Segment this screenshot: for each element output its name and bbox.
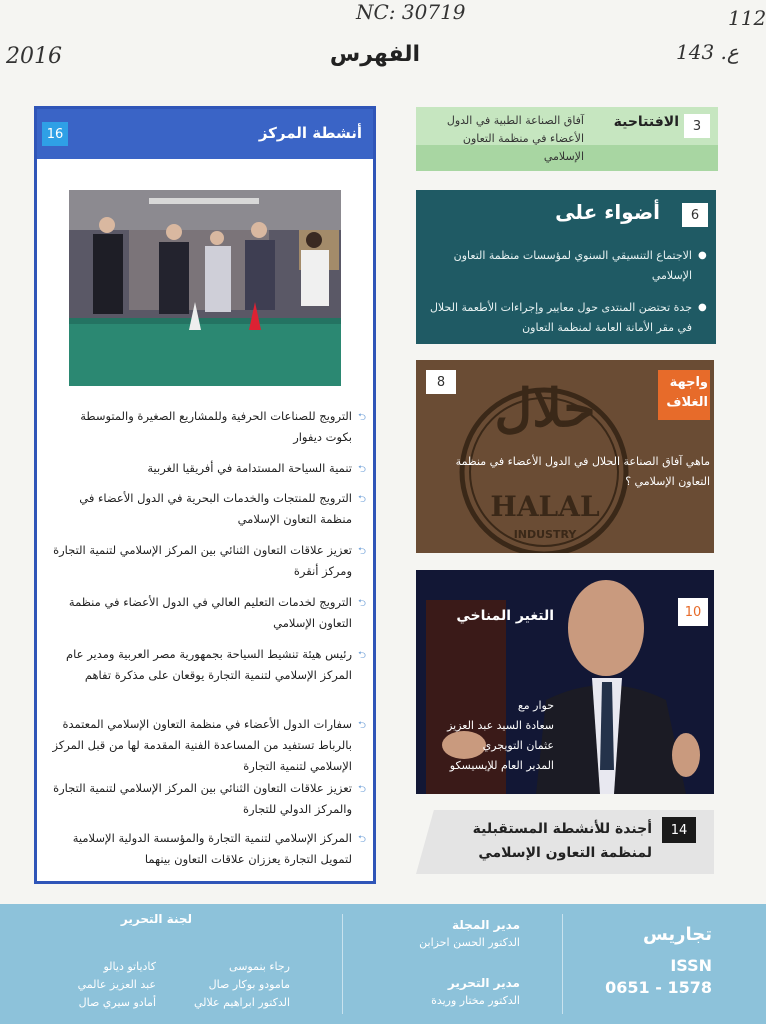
climate-page-badge: 10 [678,598,708,626]
agenda-title: أجندة للأنشطة المستقبلية لمنظمة التعاون الإسلامي [472,821,652,861]
climate-title: التغير المناخي [456,608,554,624]
handwritten-issue: 143 .ع [676,40,739,64]
editorial-title: الافتتاحية [613,114,679,130]
spotlight-page-badge: 6 [682,203,708,227]
arrow-bullet-icon: ⮌ [357,464,366,475]
bullet-icon: ● [698,302,707,313]
spotlight-title: أضواء على [555,200,660,224]
halal-arabic-text: حلال [494,378,596,439]
arrow-bullet-icon: ⮌ [357,720,366,731]
list-item[interactable]: ⮌ المركز الإسلامي لتنمية التجارة والمؤسسة الدولية الإسلامية لتمويل التجارة يعززان علاقات التعاون بينهما [72,831,366,866]
cover-page-badge: 8 [426,370,456,394]
editor-title: مدير التحرير [447,976,520,990]
center-activities-page-badge[interactable]: 16 [42,122,68,146]
issn-number: 0651 - 1578 [605,978,712,997]
handwritten-number: 112 [728,6,766,30]
list-item[interactable]: ⮌ تنمية السياحة المستدامة في أفريقيا الغربية [52,458,352,479]
spotlight-item: الاجتماع التنسيقي السنوي لمؤسسات منظمة التعاون الإسلامي [453,249,692,282]
arrow-bullet-icon: ⮌ [357,412,366,423]
list-item[interactable]: ⮌ الترويج لخدمات التعليم العالي في الدول الأعضاء في منظمة التعاون الإسلامي [68,595,366,630]
arrow-bullet-icon: ⮌ [357,834,366,845]
list-item[interactable]: ⮌ تعزيز علاقات التعاون الثنائي بين المركز الإسلامي لتنمية التجارة والمركز الدولي للتجارة [53,781,366,816]
center-activities-list [34,400,376,880]
meeting-photo [69,190,341,386]
cover-title: واجهة الغلاف [666,375,708,410]
list-item[interactable]: ⮌ رئيس هيئة تنشيط السياحة بجمهورية مصر العربية ومدير عام المركز الإسلامي لتنمية التجارة يوقعان على مذكرة تفاهم [66,647,366,682]
committee-column-1: رجاء بنموسى مامودو بوكار صال الدكتور ابراهيم علالي [193,960,290,1009]
footer-divider [562,914,563,1014]
arrow-bullet-icon: ⮌ [357,546,366,557]
issn-label: ISSN [670,956,712,975]
handwritten-code: NC: 30719 [356,0,466,24]
cover-text: ماهي آفاق الصناعة الحلال في الدول الأعضاء في منظمة التعاون الإسلامي ؟ [455,455,710,488]
bullet-icon: ● [698,250,707,261]
page-title: الفهرس [329,42,421,67]
arrow-bullet-icon: ⮌ [357,598,366,609]
list-item[interactable]: ⮌ سفارات الدول الأعضاء في منظمة التعاون الإسلامي المعتمدة بالرباط تستفيد من المساعدة الفنية المقدمة لها من قبل المركز الإسلامي لتنمية التجارة [52,717,366,773]
list-item[interactable]: ⮌ تعزيز علاقات التعاون الثنائي بين المركز الإسلامي لتنمية التجارة ومركز أنقرة [53,543,366,578]
editorial-page-badge: 3 [684,114,710,138]
committee-column-2: كادياتو ديالو عبد العزيز عالمي أمادو سيري صال [77,960,156,1009]
handwritten-year: 2016 [6,44,62,69]
committee-title: لجنة التحرير [120,912,192,926]
editorial-text: آفاق الصناعة الطبية في الدول الأعضاء في منظمة التعاون الإسلامي [446,114,584,163]
climate-interview: حوار مع سعادة السيد عبد العزيز عثمان التويجري المدير العام للإيسيسكو [447,699,554,772]
director-title: مدير المجلة [452,918,520,932]
agenda-page-badge: 14 [662,817,696,843]
editor-name: الدكتور مختار وريدة [431,994,520,1007]
brand-name: تجاريس [642,924,712,945]
center-activities-title: أنشطة المركز [258,124,362,142]
halal-english-text: HALAL [490,490,600,523]
footer-divider [342,914,343,1014]
arrow-bullet-icon: ⮌ [357,494,366,505]
arrow-bullet-icon: ⮌ [357,650,366,661]
director-name: الدكتور الحسن احزابن [419,936,520,949]
list-item[interactable]: ⮌ الترويج للمنتجات والخدمات البحرية في الدول الأعضاء في منظمة التعاون الإسلامي [79,491,366,526]
spotlight-item: جدة تحتضن المنتدى حول معايير وإجراءات الأطعمة الحلال في مقر الأمانة العامة لمنظمة التعاون [429,301,692,334]
list-item[interactable]: ⮌ الترويج للصناعات الحرفية وللمشاريع الصغيرة والمتوسطة بكوت ديفوار [80,409,366,444]
arrow-bullet-icon: ⮌ [357,784,366,795]
industry-text: INDUSTRY [513,528,577,541]
